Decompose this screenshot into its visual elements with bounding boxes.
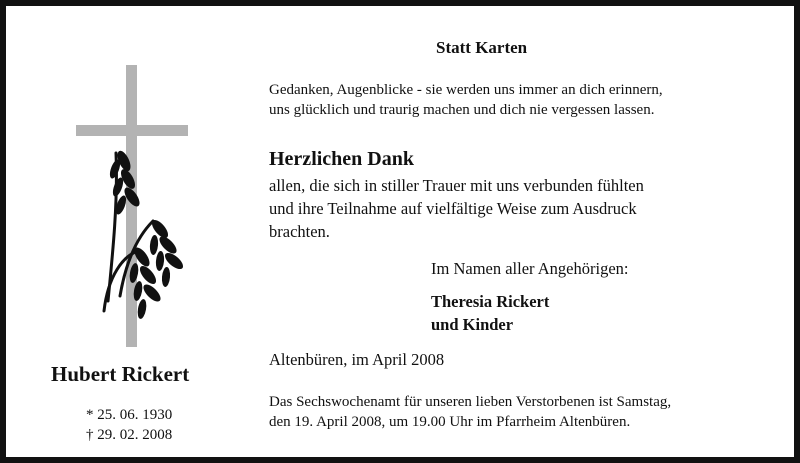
memorial-quote (269, 80, 663, 120)
mass-notice (269, 392, 671, 432)
death-date: † 29. 02. 2008 (86, 427, 173, 443)
notice-line: den 19. April 2008, um 19.00 Uhr im Pfarrheim Altenbüren. (269, 414, 631, 430)
family-members: und Kinder (431, 315, 514, 334)
birth-date: * 25. 06. 1930 (86, 407, 173, 423)
thanks-line: brachten. (269, 222, 330, 241)
header-title: Statt Karten (436, 38, 528, 57)
family-signature (431, 290, 549, 336)
notice-line: Das Sechswochenamt für unseren lieben Verstorbenen ist Samstag, (269, 394, 672, 410)
thanks-text (269, 174, 644, 243)
thanks-line: allen, die sich in stiller Trauer mit uns verbunden fühlten (269, 176, 644, 195)
thanks-heading: Herzlichen Dank (269, 148, 414, 170)
place-date: Altenbüren, im April 2008 (269, 350, 445, 369)
cross-horizontal-beam (76, 125, 188, 136)
quote-line: Gedanken, Augenblicke - sie werden uns immer an dich erinnern, (269, 82, 663, 98)
on-behalf-text: Im Namen aller Angehörigen: (431, 259, 629, 278)
thanks-line: und ihre Teilnahme auf vielfältige Weise zum Ausdruck (269, 199, 637, 218)
cross-with-wheat-icon (68, 61, 198, 351)
deceased-name: Hubert Rickert (51, 362, 190, 386)
quote-line: uns glücklich und traurig machen und dich nie vergessen lassen. (269, 102, 655, 118)
family-name: Theresia Rickert (431, 292, 550, 311)
